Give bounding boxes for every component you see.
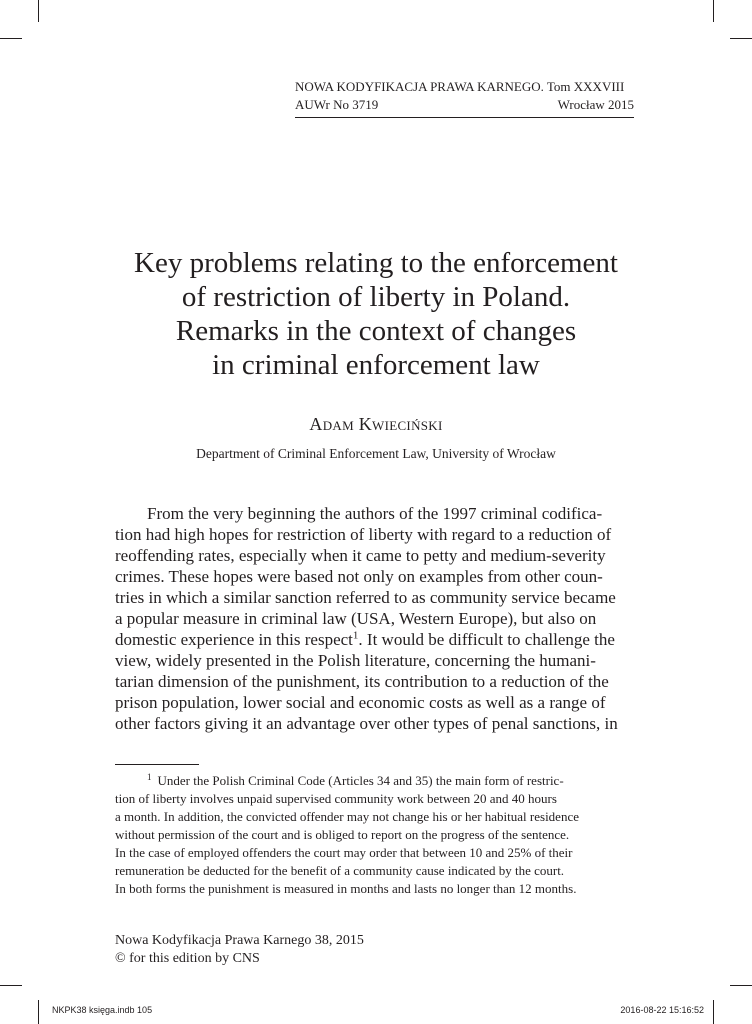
footnote-separator [115, 764, 199, 765]
header-row-1 [295, 78, 634, 96]
footnote-line: without permission of the court and is obliged to report on the progress of the sentence. [115, 827, 570, 842]
crop-mark-bottom-right [713, 1000, 714, 1024]
crop-mark-bottom-right-h [730, 985, 752, 986]
article-title [60, 246, 692, 382]
body-line: From the very beginning the authors of the 1997 criminal codifica- [147, 504, 603, 523]
crop-mark-top-left [38, 0, 39, 22]
body-line: crimes. These hopes were based not only on examples from other coun- [115, 567, 603, 586]
footnote-line: $^1$ Under the Polish Criminal Code (Articles 34 and 35) the main form of restric- [147, 771, 564, 788]
series-number: AUWr No 3719 [295, 97, 379, 112]
body-paragraph [115, 503, 634, 734]
footnote-line: remuneration be deducted for the benefit of a community cause indicated by the court. [115, 863, 565, 878]
header-row-2 [295, 96, 634, 114]
body-line: other factors giving it an advantage over other types of penal sanctions, in [115, 714, 618, 733]
footnote-reference[interactable]: 1 [352, 629, 359, 642]
body-line: prison population, lower social and economic costs as well as a range of [115, 693, 606, 712]
title-line: Remarks in the context of changes [175, 315, 577, 347]
title-line: Key problems relating to the enforcement [134, 247, 618, 279]
body-line: view, widely presented in the Polish literature, concerning the humani- [115, 651, 596, 670]
crop-mark-top-left-h [0, 38, 22, 39]
slug-filename: NKPK38 księga.indb 105 [52, 1005, 153, 1015]
footnote-line: a month. In addition, the convicted offender may not change his or her habitual residence [115, 809, 579, 824]
author-affiliation: Department of Criminal Enforcement Law, University of Wrocław [196, 446, 556, 461]
crop-mark-bottom-left [38, 1000, 39, 1024]
author-name: Adam Kwieciński [309, 414, 443, 434]
place-year: Wrocław 2015 [557, 97, 634, 112]
journal-title: NOWA KODYFIKACJA PRAWA KARNEGO. Tom XXXVIII [295, 79, 625, 94]
body-line: tarian dimension of the punishment, its contribution to a reduction of the [115, 672, 609, 691]
slug-timestamp: 2016-08-22 15:16:52 [620, 1005, 704, 1015]
title-line: in criminal enforcement law [212, 349, 540, 381]
title-line: of restriction of liberty in Poland. [181, 281, 571, 313]
body-line: reoffending rates, especially when it came to petty and medium-severity [115, 546, 606, 565]
crop-mark-bottom-left-h [0, 985, 22, 986]
footnote-line: In both forms the punishment is measured in months and lasts no longer than 12 months. [115, 881, 577, 896]
body-line: domestic experience in this respect$^1$. It would be difficult to challenge the [115, 629, 615, 649]
publication-note [115, 932, 364, 968]
crop-mark-top-right [713, 0, 714, 22]
crop-mark-top-right-h [730, 38, 752, 39]
footnote-line: In the case of employed offenders the court may order that between 10 and 25% of their [115, 845, 573, 860]
footnote [115, 772, 634, 898]
footnote-line: tion of liberty involves unpaid supervised community work between 20 and 40 hours [115, 791, 557, 806]
header-rule [295, 117, 634, 118]
copyright-notice: © for this edition by CNS [115, 951, 260, 966]
body-line: a popular measure in criminal law (USA, Western Europe), but also on [115, 609, 597, 628]
body-line: tion had high hopes for restriction of liberty with regard to a reduction of [115, 525, 612, 544]
body-line: tries in which a similar sanction referred to as community service became [115, 588, 616, 607]
footnote-marker: 1 [147, 771, 152, 782]
running-header [295, 78, 634, 118]
publication-citation: Nowa Kodyfikacja Prawa Karnego 38, 2015 [115, 933, 364, 948]
